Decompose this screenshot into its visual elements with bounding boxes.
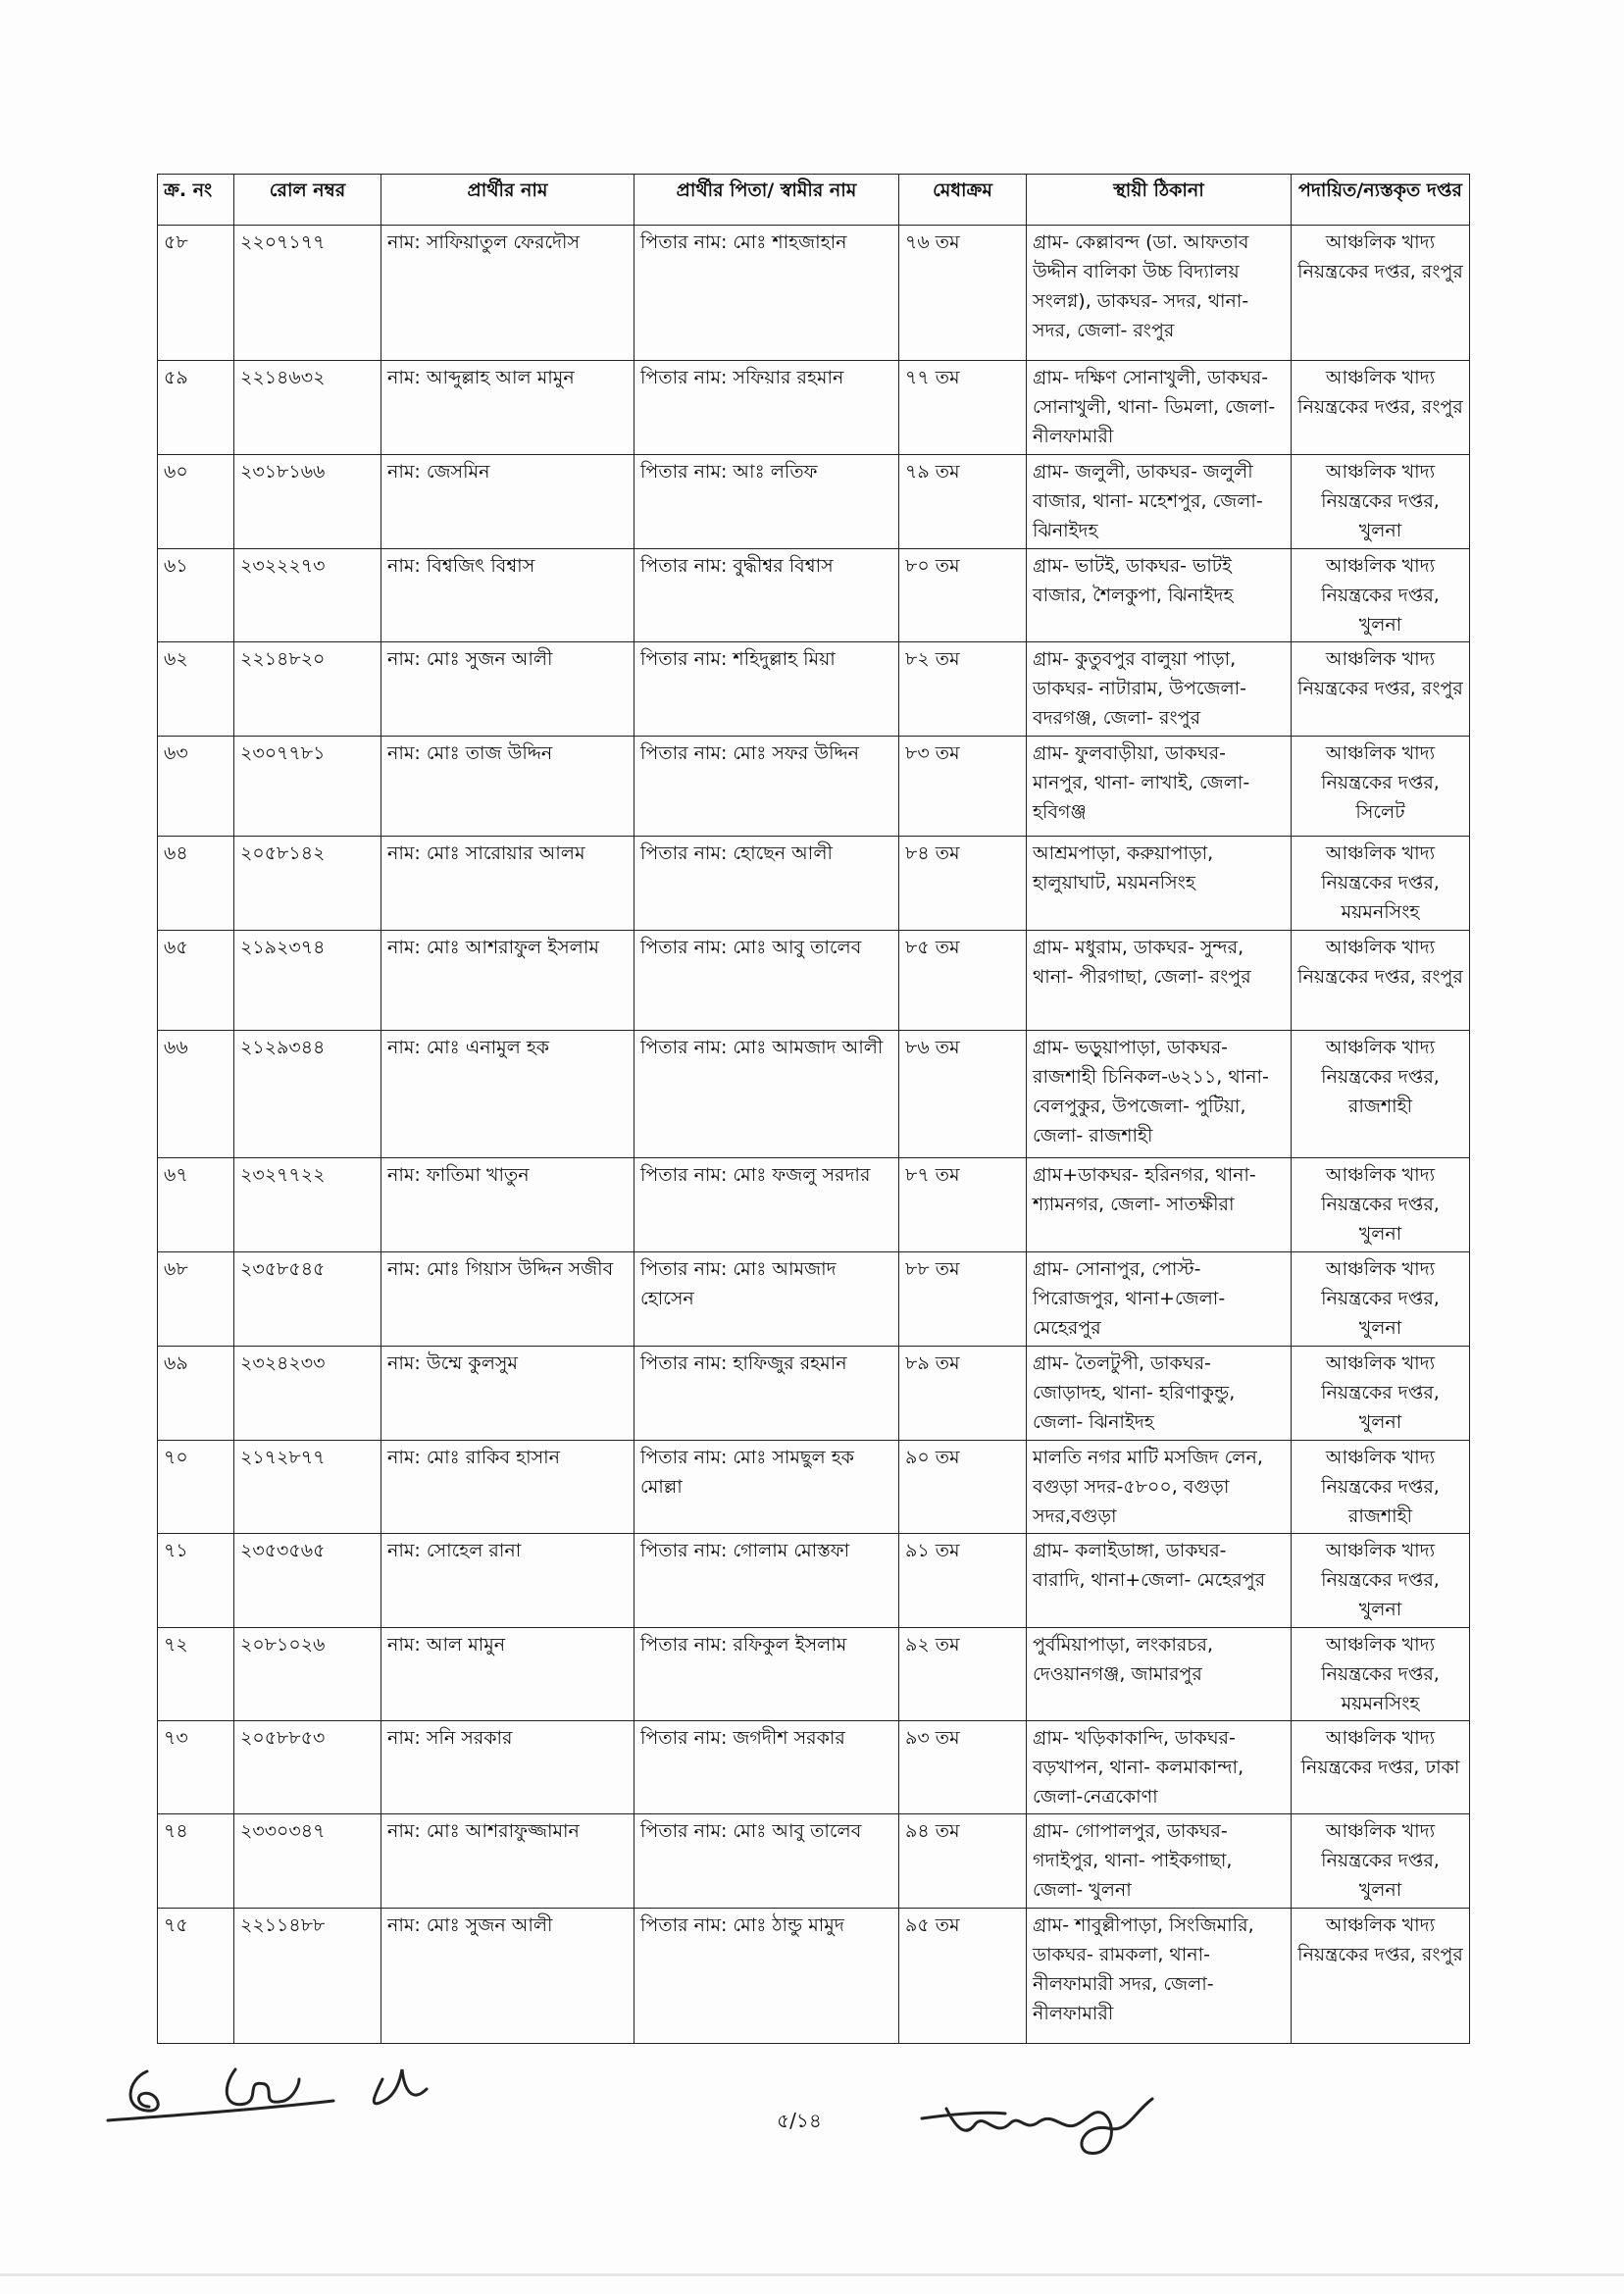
cell-serial: ৭৩ xyxy=(158,1721,234,1814)
cell-roll: ২৩৫৩৫৬৫ xyxy=(234,1534,381,1628)
cell-office: আঞ্চলিক খাদ্য নিয়ন্ত্রকের দপ্তর, খুলনা xyxy=(1292,1814,1470,1909)
cell-roll: ২৩২৪২৩৩ xyxy=(234,1347,381,1441)
cell-merit: ৮৯ তম xyxy=(899,1347,1027,1441)
cell-address: গ্রাম- ভাটই, ডাকঘর- ভাটই বাজার, শৈলকুপা, ঝিনাইদহ xyxy=(1027,549,1292,642)
table-row xyxy=(158,549,1470,642)
cell-roll: ২০৫৮১৪২ xyxy=(234,837,381,931)
page-bottom-edge xyxy=(0,2273,1624,2276)
cell-merit: ৯৫ তম xyxy=(899,1909,1027,2044)
cell-name: নাম: আল মামুন xyxy=(381,1628,634,1721)
cell-office: আঞ্চলিক খাদ্য নিয়ন্ত্রকের দপ্তর, খুলনা xyxy=(1292,1158,1470,1252)
table-row xyxy=(158,1534,1470,1628)
header-office: পদায়িত/ন্যস্তকৃত দপ্তর xyxy=(1292,175,1470,226)
cell-guardian: পিতার নাম: মোঃ আবু তালেব xyxy=(634,1814,899,1909)
cell-office: আঞ্চলিক খাদ্য নিয়ন্ত্রকের দপ্তর, খুলনা xyxy=(1292,549,1470,642)
table-row xyxy=(158,1814,1470,1909)
cell-address: গ্রাম- দক্ষিণ সোনাখুলী, ডাকঘর- সোনাখুলী, থানা- ডিমলা, জেলা- নীলফামারী xyxy=(1027,361,1292,455)
cell-office: আঞ্চলিক খাদ্য নিয়ন্ত্রকের দপ্তর, রংপুর xyxy=(1292,361,1470,455)
signature-right-icon xyxy=(917,2084,1172,2167)
cell-name: নাম: ফাতিমা খাতুন xyxy=(381,1158,634,1252)
cell-guardian: পিতার নাম: মোঃ ফজলু সরদার xyxy=(634,1158,899,1252)
cell-address: গ্রাম- খড়িকাকান্দি, ডাকঘর- বড়খাপন, থানা- কলমাকান্দা, জেলা-নেত্রকোণা xyxy=(1027,1721,1292,1814)
cell-office: আঞ্চলিক খাদ্য নিয়ন্ত্রকের দপ্তর, রংপুর xyxy=(1292,931,1470,1031)
table-row xyxy=(158,361,1470,455)
cell-office: আঞ্চলিক খাদ্য নিয়ন্ত্রকের দপ্তর, রাজশাহী xyxy=(1292,1441,1470,1534)
cell-office: আঞ্চলিক খাদ্য নিয়ন্ত্রকের দপ্তর, রংপুর xyxy=(1292,1909,1470,2044)
cell-name: নাম: মোঃ রাকিব হাসান xyxy=(381,1441,634,1534)
cell-office: আঞ্চলিক খাদ্য নিয়ন্ত্রকের দপ্তর, ময়মনসিংহ xyxy=(1292,837,1470,931)
cell-guardian: পিতার নাম: মোঃ আবু তালেব xyxy=(634,931,899,1031)
cell-name: নাম: বিশ্বজিৎ বিশ্বাস xyxy=(381,549,634,642)
cell-guardian: পিতার নাম: শহিদুল্লাহ মিয়া xyxy=(634,642,899,737)
cell-guardian: পিতার নাম: মোঃ আমজাদ আলী xyxy=(634,1031,899,1158)
cell-guardian: পিতার নাম: জগদীশ সরকার xyxy=(634,1721,899,1814)
table-row xyxy=(158,737,1470,837)
cell-address: গ্রাম- গোপালপুর, ডাকঘর- গদাইপুর, থানা- পাইকগাছা, জেলা- খুলনা xyxy=(1027,1814,1292,1909)
cell-guardian: পিতার নাম: আঃ লতিফ xyxy=(634,455,899,549)
cell-merit: ৯২ তম xyxy=(899,1628,1027,1721)
cell-guardian: পিতার নাম: মোঃ আমজাদ হোসেন xyxy=(634,1252,899,1347)
cell-address: গ্রাম- ফুলবাড়ীয়া, ডাকঘর- মানপুর, থানা- লাখাই, জেলা- হবিগঞ্জ xyxy=(1027,737,1292,837)
cell-roll: ২৩৩০৩৪৭ xyxy=(234,1814,381,1909)
cell-merit: ৯৪ তম xyxy=(899,1814,1027,1909)
cell-name: নাম: মোঃ সারোয়ার আলম xyxy=(381,837,634,931)
table-header-row xyxy=(158,175,1470,226)
table-row xyxy=(158,1909,1470,2044)
cell-guardian: পিতার নাম: বুদ্ধীশ্বর বিশ্বাস xyxy=(634,549,899,642)
table-row xyxy=(158,1441,1470,1534)
cell-address: গ্রাম- শাবুল্লীপাড়া, সিংজিমারি, ডাকঘর- রামকলা, থানা- নীলফামারী সদর, জেলা- নীলফামারী xyxy=(1027,1909,1292,2044)
header-address: স্থায়ী ঠিকানা xyxy=(1027,175,1292,226)
cell-serial: ৬০ xyxy=(158,455,234,549)
cell-guardian: পিতার নাম: মোঃ শাহজাহান xyxy=(634,226,899,361)
cell-roll: ২২১৪৬৩২ xyxy=(234,361,381,455)
cell-serial: ৬৩ xyxy=(158,737,234,837)
cell-merit: ৮২ তম xyxy=(899,642,1027,737)
cell-name: নাম: সোহেল রানা xyxy=(381,1534,634,1628)
cell-address: মালতি নগর মাটি মসজিদ লেন, বগুড়া সদর-৫৮০০, বগুড়া সদর,বগুড়া xyxy=(1027,1441,1292,1534)
table-row xyxy=(158,1628,1470,1721)
cell-address: গ্রাম+ডাকঘর- হরিনগর, থানা- শ্যামনগর, জেলা- সাতক্ষীরা xyxy=(1027,1158,1292,1252)
cell-roll: ২৩০৭৭৮১ xyxy=(234,737,381,837)
cell-merit: ৭৭ তম xyxy=(899,361,1027,455)
cell-guardian: পিতার নাম: সফিয়ার রহমান xyxy=(634,361,899,455)
cell-guardian: পিতার নাম: মোঃ ঠান্ডু মামুদ xyxy=(634,1909,899,2044)
cell-serial: ৬২ xyxy=(158,642,234,737)
cell-serial: ৬৫ xyxy=(158,931,234,1031)
cell-roll: ২৩৫৮৫৪৫ xyxy=(234,1252,381,1347)
cell-office: আঞ্চলিক খাদ্য নিয়ন্ত্রকের দপ্তর, খুলনা xyxy=(1292,1534,1470,1628)
cell-name: নাম: আব্দুল্লাহ আল মামুন xyxy=(381,361,634,455)
cell-address: আশ্রমপাড়া, করুয়াপাড়া, হালুয়াঘাট, ময়মনসিংহ xyxy=(1027,837,1292,931)
cell-office: আঞ্চলিক খাদ্য নিয়ন্ত্রকের দপ্তর, ঢাকা xyxy=(1292,1721,1470,1814)
cell-serial: ৬৭ xyxy=(158,1158,234,1252)
header-serial: ক্র. নং xyxy=(158,175,234,226)
cell-serial: ৬৮ xyxy=(158,1252,234,1347)
table-row xyxy=(158,1252,1470,1347)
cell-office: আঞ্চলিক খাদ্য নিয়ন্ত্রকের দপ্তর, ময়মনসিংহ xyxy=(1292,1628,1470,1721)
cell-serial: ৭১ xyxy=(158,1534,234,1628)
cell-office: আঞ্চলিক খাদ্য নিয়ন্ত্রকের দপ্তর, খুলনা xyxy=(1292,1252,1470,1347)
cell-name: নাম: মোঃ গিয়াস উদ্দিন সজীব xyxy=(381,1252,634,1347)
cell-name: নাম: মোঃ সুজন আলী xyxy=(381,1909,634,2044)
cell-address: গ্রাম- জলুলী, ডাকঘর- জলুলী বাজার, থানা- মহেশপুর, জেলা- ঝিনাইদহ xyxy=(1027,455,1292,549)
cell-serial: ৭০ xyxy=(158,1441,234,1534)
cell-serial: ৫৮ xyxy=(158,226,234,361)
cell-office: আঞ্চলিক খাদ্য নিয়ন্ত্রকের দপ্তর, রাজশাহী xyxy=(1292,1031,1470,1158)
cell-merit: ৯১ তম xyxy=(899,1534,1027,1628)
cell-name: নাম: মোঃ সুজন আলী xyxy=(381,642,634,737)
cell-serial: ৭২ xyxy=(158,1628,234,1721)
cell-serial: ৬৬ xyxy=(158,1031,234,1158)
cell-guardian: পিতার নাম: মোঃ সামছুল হক মোল্লা xyxy=(634,1441,899,1534)
results-table xyxy=(157,174,1470,2044)
cell-address: গ্রাম- তৈলটুপী, ডাকঘর- জোড়াদহ, থানা- হরিণাকুন্ডু, জেলা- ঝিনাইদহ xyxy=(1027,1347,1292,1441)
cell-name: নাম: উম্মে কুলসুম xyxy=(381,1347,634,1441)
table-row xyxy=(158,455,1470,549)
cell-guardian: পিতার নাম: রফিকুল ইসলাম xyxy=(634,1628,899,1721)
cell-name: নাম: জেসমিন xyxy=(381,455,634,549)
cell-merit: ৮০ তম xyxy=(899,549,1027,642)
cell-merit: ৮৩ তম xyxy=(899,737,1027,837)
table-row xyxy=(158,1347,1470,1441)
cell-roll: ২১৯২৩৭৪ xyxy=(234,931,381,1031)
cell-guardian: পিতার নাম: হাফিজুর রহমান xyxy=(634,1347,899,1441)
table-body xyxy=(158,226,1470,2044)
cell-roll: ২৩২২২৭৩ xyxy=(234,549,381,642)
cell-office: আঞ্চলিক খাদ্য নিয়ন্ত্রকের দপ্তর, রংপুর xyxy=(1292,642,1470,737)
cell-serial: ৬৯ xyxy=(158,1347,234,1441)
cell-serial: ৬১ xyxy=(158,549,234,642)
cell-office: আঞ্চলিক খাদ্য নিয়ন্ত্রকের দপ্তর, খুলনা xyxy=(1292,455,1470,549)
cell-merit: ৯৩ তম xyxy=(899,1721,1027,1814)
cell-guardian: পিতার নাম: মোঃ সফর উদ্দিন xyxy=(634,737,899,837)
header-guardian: প্রার্থীর পিতা/ স্বামীর নাম xyxy=(634,175,899,226)
cell-roll: ২১৭২৮৭৭ xyxy=(234,1441,381,1534)
cell-guardian: পিতার নাম: গোলাম মোস্তফা xyxy=(634,1534,899,1628)
cell-name: নাম: সনি সরকার xyxy=(381,1721,634,1814)
cell-address: পুর্বমিয়াপাড়া, লংকারচর, দেওয়ানগঞ্জ, জামারপুর xyxy=(1027,1628,1292,1721)
cell-office: আঞ্চলিক খাদ্য নিয়ন্ত্রকের দপ্তর, খুলনা xyxy=(1292,1347,1470,1441)
cell-merit: ৮৪ তম xyxy=(899,837,1027,931)
cell-merit: ৮৭ তম xyxy=(899,1158,1027,1252)
cell-serial: ৭৫ xyxy=(158,1909,234,2044)
cell-roll: ২০৫৮৮৫৩ xyxy=(234,1721,381,1814)
cell-merit: ৮৮ তম xyxy=(899,1252,1027,1347)
cell-roll: ২০৮১০২৬ xyxy=(234,1628,381,1721)
cell-address: গ্রাম- কুতুবপুর বালুয়া পাড়া, ডাকঘর- নাটারাম, উপজেলা- বদরগঞ্জ, জেলা- রংপুর xyxy=(1027,642,1292,737)
cell-address: গ্রাম- ভড়ুয়াপাড়া, ডাকঘর- রাজশাহী চিনিকল-৬২১১, থানা- বেলপুকুর, উপজেলা- পুটিয়া, জেলা- রাজশাহী xyxy=(1027,1031,1292,1158)
cell-office: আঞ্চলিক খাদ্য নিয়ন্ত্রকের দপ্তর, রংপুর xyxy=(1292,226,1470,361)
cell-merit: ৮৫ তম xyxy=(899,931,1027,1031)
table-row xyxy=(158,1031,1470,1158)
cell-guardian: পিতার নাম: হোছেন আলী xyxy=(634,837,899,931)
table-row xyxy=(158,837,1470,931)
header-merit: মেধাক্রম xyxy=(899,175,1027,226)
cell-roll: ২৩১৮১৬৬ xyxy=(234,455,381,549)
table-row xyxy=(158,1721,1470,1814)
cell-merit: ৭৬ তম xyxy=(899,226,1027,361)
cell-name: নাম: মোঃ আশরাফুজ্জামান xyxy=(381,1814,634,1909)
cell-address: গ্রাম- কলাইডাঙ্গা, ডাকঘর- বারাদি, থানা+জেলা- মেহেরপুর xyxy=(1027,1534,1292,1628)
cell-roll: ২১২৯৩৪৪ xyxy=(234,1031,381,1158)
cell-office: আঞ্চলিক খাদ্য নিয়ন্ত্রকের দপ্তর, সিলেট xyxy=(1292,737,1470,837)
cell-serial: ৫৯ xyxy=(158,361,234,455)
cell-name: নাম: মোঃ আশরাফুল ইসলাম xyxy=(381,931,634,1031)
cell-roll: ২২০৭১৭৭ xyxy=(234,226,381,361)
cell-name: নাম: মোঃ এনামুল হক xyxy=(381,1031,634,1158)
table-row xyxy=(158,226,1470,361)
cell-serial: ৬৪ xyxy=(158,837,234,931)
cell-address: গ্রাম- কেল্লাবন্দ (ডা. আফতাব উদ্দীন বালিকা উচ্চ বিদ্যালয় সংলগ্ন), ডাকঘর- সদর, থানা- সদর, জেলা- রংপুর xyxy=(1027,226,1292,361)
cell-name: নাম: মোঃ তাজ উদ্দিন xyxy=(381,737,634,837)
cell-roll: ২২১৪৮২০ xyxy=(234,642,381,737)
cell-address: গ্রাম- সোনাপুর, পোস্ট- পিরোজপুর, থানা+জেলা- মেহেরপুর xyxy=(1027,1252,1292,1347)
cell-merit: ৯০ তম xyxy=(899,1441,1027,1534)
header-roll: রোল নম্বর xyxy=(234,175,381,226)
cell-roll: ২২১১৪৮৮ xyxy=(234,1909,381,2044)
header-name: প্রার্থীর নাম xyxy=(381,175,634,226)
cell-merit: ৮৬ তম xyxy=(899,1031,1027,1158)
cell-serial: ৭৪ xyxy=(158,1814,234,1909)
cell-address: গ্রাম- মধুরাম, ডাকঘর- সুন্দর, থানা- পীরগাছা, জেলা- রংপুর xyxy=(1027,931,1292,1031)
signature-left-icon xyxy=(88,2050,481,2138)
table-row xyxy=(158,931,1470,1031)
cell-name: নাম: সাফিয়াতুল ফেরদৌস xyxy=(381,226,634,361)
page-number: ৫/১৪ xyxy=(777,2109,822,2132)
cell-merit: ৭৯ তম xyxy=(899,455,1027,549)
table-row xyxy=(158,1158,1470,1252)
table-row xyxy=(158,642,1470,737)
cell-roll: ২৩২৭৭২২ xyxy=(234,1158,381,1252)
